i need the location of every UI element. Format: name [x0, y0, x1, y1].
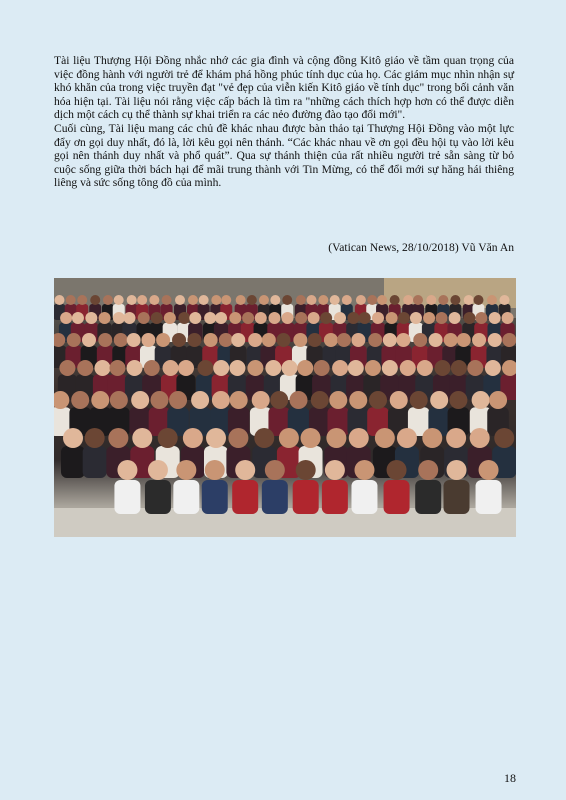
crowd-head — [54, 295, 64, 305]
paragraph-1: Tài liệu Thượng Hội Đồng nhắc nhớ các gia đình và cộng đồng Kitô giáo về tầm quan trọng của việc đồng hành với người trẻ để khám phá hồng phúc tính dục của họ. Các giám mục nhìn nhận sự khó khăn của trong việc truyền đạt "vẻ đẹp của viễn kiến Kitô giáo về tính dục" trong bối cảnh văn hóa hiện tại. Tài liệu nói rằng việc cấp bách là tìm ra "những cách thích hợp hơn có thể được diễn dịch một cách cụ thể thành sự khai triển ra các nẻo đường đào tạo đổi mới". — [54, 54, 514, 122]
crowd-head — [447, 460, 467, 480]
crowd-head — [131, 391, 149, 409]
crowd-head — [487, 295, 497, 305]
crowd-head — [90, 295, 100, 305]
crowd-head — [72, 312, 84, 324]
crowd-head — [188, 295, 198, 305]
crowd-head — [206, 428, 226, 448]
crowd-head — [205, 460, 225, 480]
crowd-head — [426, 295, 436, 305]
crowd-head — [472, 333, 486, 347]
crowd-head — [423, 312, 435, 324]
crowd-head — [449, 312, 461, 324]
crowd-head — [242, 312, 254, 324]
crowd-head — [386, 312, 398, 324]
crowd-head — [295, 312, 307, 324]
crowd-head — [398, 312, 410, 324]
crowd-head — [197, 360, 213, 376]
crowd-head — [60, 312, 72, 324]
crowd-head — [99, 312, 111, 324]
crowd-head — [330, 295, 340, 305]
crowd-head — [349, 428, 369, 448]
crowd-head — [293, 333, 307, 347]
crowd-head — [221, 295, 231, 305]
crowd-head — [422, 428, 442, 448]
crowd-head — [187, 333, 201, 347]
crowd-head — [348, 360, 364, 376]
crowd-head — [178, 360, 194, 376]
paragraph-2: Cuối cùng, Tài liệu mang các chủ đề khác nhau được bàn thảo tại Thượng Hội Đồng vào một lực đẩy ơn gọi duy nhất, đó là, lời kêu gọi nên thánh. “Các khác nhau về ơn gọi đều hội tụ vào lời kêu gọi nên thánh duy nhất và phổ quát”. Qua sự thánh thiện của rất nhiều người trẻ sẵn sàng từ bỏ cuộc sống giữa thời bách hại để mãi trung thành với Tin Mừng, có thể đổi mới sự hăng hái thiêng liêng và sức sống tông đồ của mình. — [54, 121, 514, 190]
crowd-head — [436, 312, 448, 324]
crowd-head — [158, 428, 178, 448]
crowd-head — [403, 295, 413, 305]
crowd-head — [169, 391, 187, 409]
crowd-head — [204, 333, 218, 347]
crowd-head — [396, 333, 410, 347]
crowd-head — [457, 333, 471, 347]
crowd-head — [311, 391, 329, 409]
crowd-head — [324, 333, 338, 347]
crowd-head — [467, 360, 483, 376]
crowd-head — [162, 295, 172, 305]
crowd-head — [117, 460, 137, 480]
crowd-head — [156, 333, 170, 347]
crowd-head — [429, 333, 443, 347]
crowd-head — [71, 391, 89, 409]
crowd-head — [301, 428, 321, 448]
crowd-head — [435, 360, 451, 376]
crowd-head — [144, 360, 160, 376]
crowd-head — [502, 333, 516, 347]
crowd-head — [103, 295, 113, 305]
crowd-head — [124, 312, 136, 324]
crowd-head — [417, 360, 433, 376]
crowd-head — [390, 295, 400, 305]
crowd-head — [247, 295, 257, 305]
crowd-head — [265, 360, 281, 376]
crowd-head — [228, 428, 248, 448]
crowd-head — [108, 428, 128, 448]
crowd-head — [270, 295, 280, 305]
crowd-figure — [114, 480, 140, 514]
crowd-head — [354, 460, 374, 480]
crowd-head — [172, 333, 186, 347]
crowd-head — [66, 295, 76, 305]
crowd-head — [413, 333, 427, 347]
crowd-head — [219, 333, 233, 347]
crowd-head — [318, 295, 328, 305]
crowd-head — [113, 312, 125, 324]
crowd-head — [252, 391, 270, 409]
crowd-head — [85, 312, 97, 324]
crowd-head — [397, 428, 417, 448]
crowd-head — [450, 295, 460, 305]
crowd-head — [296, 295, 306, 305]
crowd-figure — [202, 480, 228, 514]
crowd-figure — [145, 480, 171, 514]
crowd-head — [229, 312, 241, 324]
crowd-head — [326, 428, 346, 448]
crowd-head — [488, 333, 502, 347]
crowd-figure — [384, 480, 410, 514]
article-body — [54, 54, 514, 190]
crowd-head — [282, 312, 294, 324]
crowd-head — [230, 391, 248, 409]
crowd-head — [268, 312, 280, 324]
crowd-figure — [351, 480, 377, 514]
crowd-head — [297, 360, 313, 376]
crowd-head — [127, 295, 137, 305]
crowd-head — [306, 295, 316, 305]
crowd-head — [400, 360, 416, 376]
crowd-head — [176, 460, 196, 480]
crowd-head — [282, 295, 292, 305]
crowd-head — [247, 360, 263, 376]
crowd-head — [314, 360, 330, 376]
crowd-head — [351, 333, 365, 347]
crowd-head — [470, 428, 490, 448]
crowd-head — [413, 295, 423, 305]
crowd-head — [296, 460, 316, 480]
crowd-head — [213, 360, 229, 376]
crowd-head — [77, 295, 87, 305]
crowd-figure — [444, 480, 470, 514]
crowd-head — [248, 333, 262, 347]
crowd-head — [137, 295, 147, 305]
crowd-head — [410, 312, 422, 324]
crowd-head — [337, 333, 351, 347]
crowd-head — [236, 295, 246, 305]
crowd-head — [489, 391, 507, 409]
crowd-head — [77, 360, 93, 376]
crowd-head — [164, 312, 176, 324]
crowd-head — [183, 428, 203, 448]
crowd-head — [127, 333, 141, 347]
crowd-head — [372, 312, 384, 324]
crowd-head — [334, 312, 346, 324]
crowd-figure — [262, 480, 288, 514]
crowd-head — [215, 312, 227, 324]
crowd-head — [356, 295, 366, 305]
crowd-head — [138, 312, 150, 324]
crowd-head — [175, 295, 185, 305]
crowd-figure — [415, 480, 441, 514]
crowd-head — [342, 295, 352, 305]
crowd-head — [390, 391, 408, 409]
crowd-head — [67, 333, 81, 347]
crowd-head — [438, 295, 448, 305]
group-photo-illustration — [54, 278, 516, 537]
crowd-head — [446, 428, 466, 448]
crowd-figure — [232, 480, 258, 514]
crowd-head — [325, 460, 345, 480]
crowd-head — [110, 360, 126, 376]
crowd-head — [127, 360, 143, 376]
crowd-head — [320, 312, 332, 324]
crowd-head — [110, 391, 128, 409]
crowd-head — [149, 295, 159, 305]
crowd-head — [91, 391, 109, 409]
crowd-head — [332, 360, 348, 376]
crowd-head — [199, 295, 209, 305]
crowd-head — [82, 333, 96, 347]
crowd-head — [464, 295, 474, 305]
crowd-head — [502, 312, 514, 324]
crowd-head — [485, 360, 501, 376]
crowd-head — [365, 360, 381, 376]
crowd-head — [255, 312, 267, 324]
crowd-head — [410, 391, 428, 409]
page-number: 18 — [504, 771, 516, 785]
crowd-head — [235, 460, 255, 480]
crowd-head — [479, 460, 499, 480]
crowd-head — [494, 428, 514, 448]
crowd-head — [259, 295, 269, 305]
crowd-head — [449, 391, 467, 409]
crowd-head — [276, 333, 290, 347]
crowd-head — [254, 428, 274, 448]
crowd-head — [377, 295, 387, 305]
crowd-head — [444, 333, 458, 347]
source-signature: (Vatican News, 28/10/2018) Vũ Văn An — [328, 241, 514, 254]
crowd-head — [347, 312, 359, 324]
crowd-head — [98, 333, 112, 347]
crowd-head — [231, 333, 245, 347]
crowd-head — [94, 360, 110, 376]
crowd-head — [308, 333, 322, 347]
crowd-head — [282, 360, 298, 376]
crowd-head — [151, 312, 163, 324]
crowd-figure — [476, 480, 502, 514]
crowd-head — [191, 391, 209, 409]
crowd-head — [211, 295, 221, 305]
crowd-head — [329, 391, 347, 409]
crowd-head — [499, 295, 509, 305]
crowd-head — [369, 391, 387, 409]
crowd-head — [359, 312, 371, 324]
crowd-head — [375, 428, 395, 448]
crowd-figure — [173, 480, 199, 514]
crowd-head — [163, 360, 179, 376]
crowd-head — [212, 391, 230, 409]
crowd-head — [262, 333, 276, 347]
crowd-head — [308, 312, 320, 324]
crowd-head — [229, 360, 245, 376]
crowd-head — [150, 391, 168, 409]
crowd-head — [418, 460, 438, 480]
crowd-head — [114, 295, 124, 305]
crowd-head — [59, 360, 75, 376]
crowd-head — [148, 460, 168, 480]
crowd-figure — [293, 480, 319, 514]
crowd-head — [270, 391, 288, 409]
crowd-head — [383, 333, 397, 347]
crowd-figure — [61, 446, 85, 478]
crowd-head — [85, 428, 105, 448]
crowd-head — [290, 391, 308, 409]
crowd-figure — [322, 480, 348, 514]
crowd-head — [472, 391, 490, 409]
crowd-head — [132, 428, 152, 448]
crowd-head — [349, 391, 367, 409]
crowd-head — [473, 295, 483, 305]
crowd-head — [489, 312, 501, 324]
group-photo — [54, 278, 516, 537]
crowd-head — [204, 312, 216, 324]
crowd-head — [114, 333, 128, 347]
crowd-head — [382, 360, 398, 376]
crowd-head — [387, 460, 407, 480]
crowd-head — [63, 428, 83, 448]
crowd-head — [451, 360, 467, 376]
crowd-head — [367, 295, 377, 305]
crowd-head — [475, 312, 487, 324]
crowd-head — [463, 312, 475, 324]
crowd-head — [279, 428, 299, 448]
crowd-head — [141, 333, 155, 347]
crowd-head — [178, 312, 190, 324]
crowd-head — [265, 460, 285, 480]
crowd-head — [430, 391, 448, 409]
crowd-figure — [83, 446, 107, 478]
crowd-head — [368, 333, 382, 347]
crowd-head — [189, 312, 201, 324]
